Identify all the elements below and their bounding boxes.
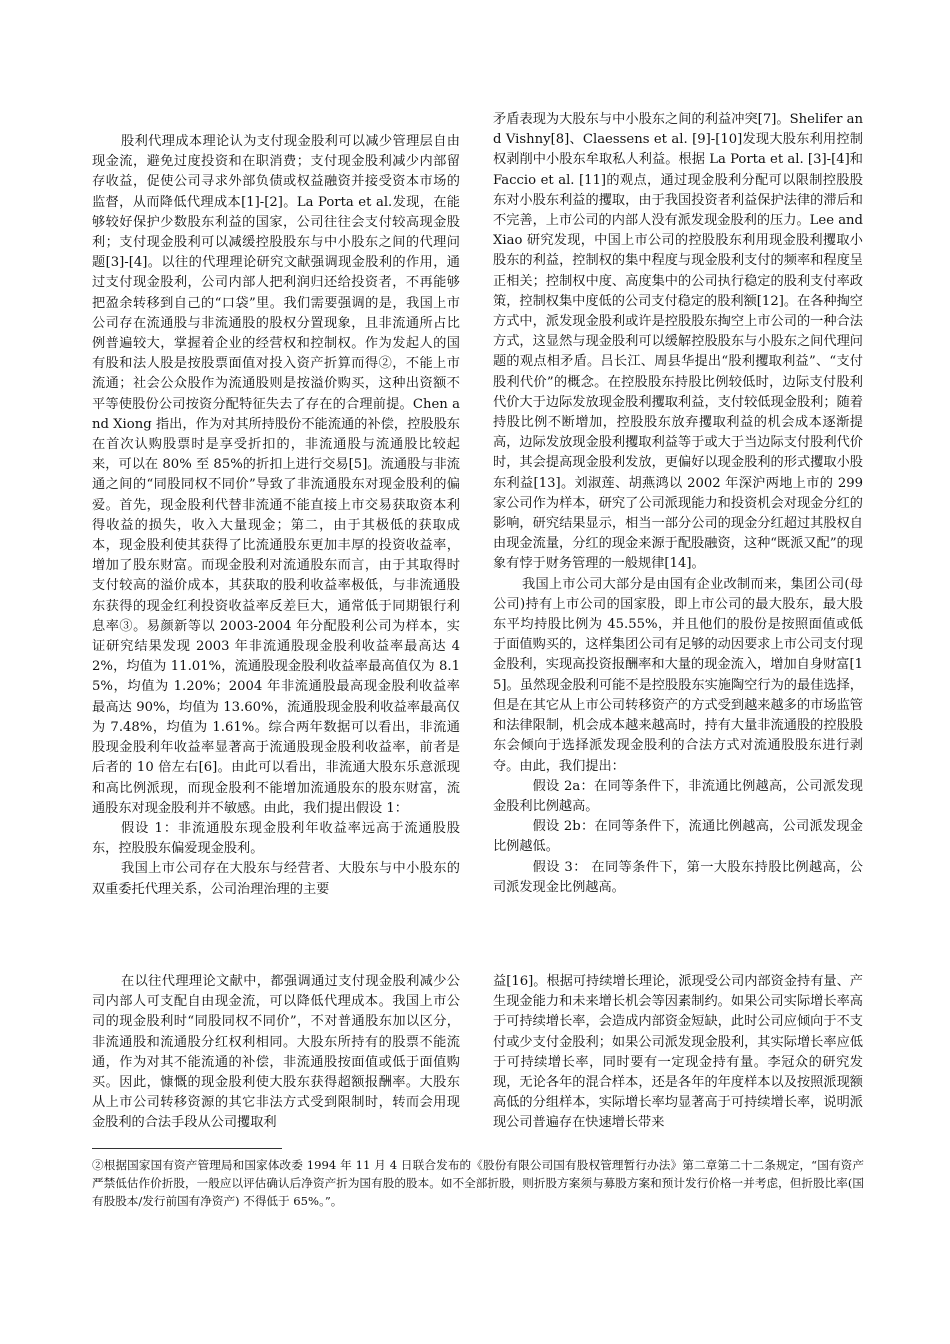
footnote-divider: [92, 1148, 282, 1149]
right-column-bottom: [493, 972, 863, 1134]
left-column-top: [92, 132, 460, 900]
hypothesis-2b: 假设 2b：在同等条件下，流通比例越高，公司派发现金比例越低。: [493, 819, 863, 855]
footnote: ②根据国家国有资产管理局和国家体改委 1994 年 11 月 4 日联合发布的《股份有限公司国有股权管理暂行办法》第二章第二十二条规定，“国有资产严禁低估作价折股，一般应以评估确认后净资产折为国有股的股本。如不全部折股，则折股方案须与募股方案和预计发行价格一并考虑，但折股比率(国有股股本/发行前国有净资产) 不得低于 65%。”。: [92, 1158, 864, 1208]
hypothesis-3: 假设 3： 在同等条件下，第一大股东持股比例越高，公司派发现金比例越高。: [493, 859, 863, 895]
hypothesis-2a: 假设 2a：在同等条件下，非流通比例越高，公司派发现金股利比例越高。: [493, 778, 863, 814]
left-column-bottom: [92, 972, 460, 1134]
hypothesis-1: 假设 1：非流通股东现金股利年收益率远高于流通股股东，控股股东偏爱现金股利。: [92, 820, 460, 857]
paragraph-state-ownership: 我国上市公司大部分是由国有企业改制而来，集团公司(母公司)持有上市公司的国家股，即上市公司的最大股东，最大股东平均持股比例为 45.55%，并且他们的股份是按照面值或低于面值购买的，这样集团公司有足够的动因要求上市公司支付现金股利，实现高投资报酬率和大量的现金流入，增加自身财富[15]。虽然现金股利可能不是控股股东实施陶空行为的最佳选择，但是在其它从上市公司转移资产的方式受到越来越多的市场监管和法律限制，机会成本越来越高时，持有大量非流通股的控股股东会倾向于选择派发现金股利的合法方式对流通股股东进行剥夺。由此，我们提出：: [493, 576, 863, 774]
paragraph-dual-agency: 我国上市公司存在大股东与经营者、大股东与中小股东的双重委托代理关系，公司治理治理的主要: [92, 861, 460, 897]
paragraph-sustainable-growth: 益[16]。根据可持续增长理论，派现受公司内部资金持有量、产生现金能力和未来增长机会等因素制约。如果公司实际增长率高于可持续增长率，会造成内部资金短缺，此时公司应倾向于不支付或少支付金股利；如果公司派发现金股利，其实际增长率应低于可持续增长率，同时要有一定现金持有量。李冠众的研究发现，无论各年的混合样本，还是各年的年度样本以及按照派现额高低的分组样本，实际增长率均显著高于可持续增长率，说明派现公司普遍存在快速增长带来: [493, 974, 863, 1131]
right-column-top: [493, 110, 863, 898]
paragraph-agency-theory: 股利代理成本理论认为支付现金股利可以减少管理层自由现金流，避免过度投资和在职消费；支付现金股利减少内部留存收益，促使公司寻求外部负债或权益融资并接受资本市场的监督，从而降低代理成本[1]-[2]。La Porta et al.发现，在能够较好保护少数股东利益的国家，公司往往会支付较高现金股利；支付现金股利可以减缓控股股东与中小股东之间的代理问题[3]-[4]。以往的代理理论研究文献强调现金股利的作用，通过支付现金股利，公司内部人把利润归还给投资者，不再能够把盈余转移到自己的“口袋”里。我们需要强调的是，我国上市公司存在流通股与非流通股的股权分置现象，且非流通所占比例普遍较大，掌握着企业的经营权和控制权。作为发起人的国有股和法人股是按股票面值对投入资产折算而得②，不能上市流通；社会公众股作为流通股则是按溢价购买，这种出资额不平等使股份公司按资分配特征失去了存在的合理前提。Chen and Xiong 指出，作为对其所持股份不能流通的补偿，控股股东在首次认购股票时是享受折扣的，非流通股与流通股比较起来，可以在 80% 至 85%的折扣上进行交易[5]。流通股与非流通之间的“同股同权不同价”导致了非流通股东对现金股利的偏爱。首先，现金股利代替非流通不能直接上市交易获取资本利得收益的损失，收入大量现金；第二，由于其极低的获取成本，现金股利使其获得了比流通股东更加丰厚的投资收益率，增加了股东财富。而现金股利对流通股东而言，由于其取得时支付较高的溢价成本，其获取的股利收益率极低，与非流通股东获得的现金红利投资收益率反差巨大，通常低于同期银行利息率③。易颜新等以 2003-2004 年分配股利公司为样本，实证研究结果发现 2003 年非流通股现金股利收益率最高达 42%，均值为 11.01%，流通股现金股利收益率最高值仅为 8.15%，均值为 1.20%；2004 年非流通股最高现金股利收益率最高达 90%，均值为 13.60%，流通股现金股利收益率最高仅为 7.48%，均值为 1.61%。综合两年数据可以看出，非流通股现金股利年收益率显著高于流通股现金股利收益率，前者是后者的 10 倍左右[6]。由此可以看出，非流通大股东乐意派现和高比例派现，而现金股利不能增加流通股东的股东财富，流通股东对现金股利并不敏感。由此，我们提出假设 1：: [92, 134, 460, 816]
paragraph-free-cash-flow: 在以往代理理论文献中，都强调通过支付现金股利减少公司内部人可支配自由现金流，可以降低代理成本。我国上市公司的现金股利时“同股同权不同价”，不对普通股东加以区分，非流通股和流通股分红权利相同。大股东所持有的股票不能流通，作为对其不能流通的补偿，非流通股按面值或低于面值购买。因此，慷慨的现金股利使大股东获得超额报酬率。大股东从上市公司转移资源的其它非法方式受到限制时，转而会用现金股利的合法手段从公司攫取利: [92, 974, 460, 1131]
paragraph-interest-conflict: 矛盾表现为大股东与中小股东之间的利益冲突[7]。Shelifer and Vishny[8]、Claessens et al. [9]-[10]发现大股东利用控制权剥削中小股东牟取私人利益。根据 La Porta et al. [3]-[4]和 Faccio et al. [11]的观点，通过现金股利分配可以限制控股股东对小股东利益的攫取，由于我国投资者利益保护法律的滞后和不完善，上市公司的内部人没有派发现金股利的压力。Lee and Xiao 研究发现，中国上市公司的控股股东利用现金股利攫取小股东的利益，控制权的集中程度与现金股利支付的频率和程度呈正相关；控制权中度、高度集中的公司执行稳定的股利支付率政策，控制权集中度低的公司支付稳定的股利额[12]。在各种掏空方式中，派发现金股利或许是控股股东掏空上市公司的一种合法方式，这显然与现金股利可以缓解控股股东与小股东之间代理问题的观点相矛盾。吕长江、周县华提出“股利攫取利益”、“支付股利代价”的概念。在控股股东持股比例较低时，边际支付股利代价大于边际发放现金股利攫取利益，支付较低现金股利；随着持股比例不断增加，控股股东放弃攫取利益的机会成本逐渐提高，边际发放现金股利攫取利益等于或大于当边际支付股利代价时，其会提高现金股利发放，更偏好以现金股利的形式攫取小股东利益[13]。刘淑莲、胡燕鸿以 2002 年深沪两地上市的 299 家公司作为样本，研究了公司派现能力和投资机会对现金分红的影响，研究结果显示，相当一部分公司的现金分红超过其股权自由现金流量，分红的现金来源于配股融资，这种“既派又配”的现象有悖于财务管理的一般规律[14]。: [493, 112, 863, 572]
